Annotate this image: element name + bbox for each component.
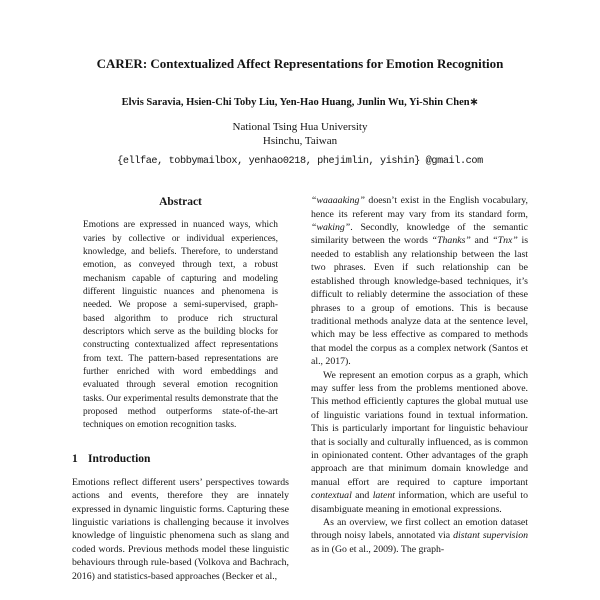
two-column-body [72,194,528,583]
body-paragraph-2: We represent an emotion corpus as a graph, which may suffer less from the problems mentioned above. This method efficiently captures the global mutual use of linguistic variations found in textual information. This is particularly important for linguistic behaviour that is socially and culturally influenced, as is common in opinionated content. Other advantages of the graph approach are that minimum domain knowledge and manual effort are required to capture important contextual and latent information, which are useful to disambiguate meaning in emotional expressions. [311,369,528,515]
left-column [72,194,289,583]
abstract-heading: Abstract [159,196,202,209]
intro-paragraph: Emotions reflect different users’ perspectives towards actions and events, therefore they are innately expressed in dynamic linguistic forms. Capturing these linguistic variations is challenging because it involves knowledge of linguistic phenomena such as slang and coded words. Previous methods model these linguistic behaviours through rule-based (Volkova and Bachrach, 2016) and statistics-based approaches (Becker et al., [72,476,289,582]
affiliation-university: National Tsing Hua University [232,121,368,134]
abstract-text: Emotions are expressed in nuanced ways, which varies by collective or individual experiences, knowledge, and beliefs. Therefore, to understand emotion, as conveyed through text, a robust mechanism capable of capturing and modeling different linguistic nuances and phenomena is needed. We propose a semi-supervised, graph-based algorithm to produce rich structural descriptors which serve as the building blocks for constructing contextualized affect representations from text. The pattern-based representations are further enriched with word embeddings and evaluated through several emotion recognition tasks. Our experimental results demonstrate that the proposed method outperforms state-of-the-art techniques on emotion recognition tasks. [83,220,278,431]
paper-title: CARER: Contextualized Affect Representations for Emotion Recognition [96,56,504,71]
paper-authors: Elvis Saravia, Hsien-Chi Toby Liu, Yen-Hao Huang, Junlin Wu, Yi-Shin Chen∗ [121,97,479,109]
right-column [311,194,528,583]
section-heading-introduction [72,453,289,465]
author-emails: {ellfae, tobbymailbox, yenhao0218, phejimlin, yishin} @gmail.com [117,156,483,168]
affiliation-city: Hsinchu, Taiwan [262,135,338,148]
body-paragraph-3: As an overview, we first collect an emotion dataset through noisy labels, annotated via distant supervision as in (Go et al., 2009). The graph- [311,517,529,555]
section-number: 1 [72,452,78,465]
body-paragraph-1: “waaaaking” doesn’t exist in the English vocabulary, hence its referent may vary from its standard form, “waking”. Secondly, knowledge of the semantic similarity between the words “Thanks” and “Tnx” is needed to establish any relationship between the last two phrases. Even if such relationship can be established through knowledge-based techniques, it’s difficult to reliably determine the association of these phrases to a group of emotions. This is because traditional methods analyze data at the sentence level, which may be less effective as compared to methods that model the corpus as a complex network (Santos et al., 2017). [311,195,529,368]
section-title: Introduction [88,452,151,465]
